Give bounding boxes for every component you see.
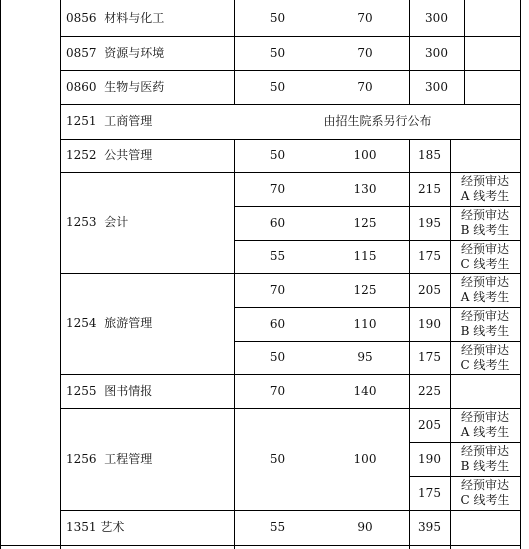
note-line: A 线考生 (460, 189, 510, 203)
note-line: C 线考生 (460, 493, 510, 507)
program-code: 1251 (66, 114, 97, 128)
column-divider (464, 0, 465, 104)
score-single-subject-2: 110 (353, 316, 377, 331)
note-line: A 线考生 (460, 425, 510, 439)
score-total: 205 (418, 282, 441, 297)
score-single-subject-1: 70 (269, 181, 286, 196)
score-single-subject-2: 70 (357, 45, 373, 60)
note-line: 经预审达 (460, 309, 509, 323)
program-name: 生物与医药 (104, 79, 165, 94)
program-name: 材料与化工 (104, 10, 165, 25)
table-left-border (0, 0, 1, 549)
score-single-subject-1: 55 (269, 520, 286, 534)
score-single-subject-1: 70 (269, 383, 286, 398)
note-line: A 线考生 (460, 290, 510, 304)
program-name: 旅游管理 (104, 316, 153, 330)
score-total: 175 (418, 350, 441, 364)
note-line: 经预审达 (460, 275, 509, 289)
score-single-subject-1: 50 (269, 451, 286, 466)
table-row (66, 104, 234, 139)
note-cell (450, 408, 520, 442)
note-line: C 线考生 (460, 256, 510, 271)
score-total: 300 (425, 10, 448, 25)
score-total: 205 (418, 417, 441, 432)
note-line: 经预审达 (460, 174, 509, 188)
score-single-subject-2: 125 (353, 215, 377, 230)
program-code: 1255 (66, 383, 97, 398)
program-name: 艺术 (100, 520, 125, 534)
score-total: 190 (418, 316, 441, 331)
note-line: 经预审达 (460, 444, 509, 458)
program-name: 图书情报 (104, 383, 153, 398)
program-name: 公共管理 (104, 148, 153, 162)
score-total: 215 (418, 181, 441, 196)
merged-note: 由招生院系另行公布 (323, 114, 432, 128)
table-bottom-border (0, 545, 521, 546)
note-line: B 线考生 (460, 223, 510, 237)
note-line: B 线考生 (460, 459, 510, 473)
score-single-subject-1: 50 (269, 79, 286, 94)
table-row (66, 273, 234, 374)
note-line: 经预审达 (460, 241, 509, 256)
score-single-subject-2: 115 (353, 249, 377, 263)
column-divider (60, 0, 61, 549)
table-row (66, 139, 234, 172)
note-line: 经预审达 (460, 342, 509, 357)
score-single-subject-1: 60 (269, 215, 286, 230)
program-code: 1252 (66, 148, 97, 162)
table-right-border (520, 0, 521, 549)
program-name: 会计 (104, 215, 129, 229)
note-cell (450, 240, 520, 273)
score-single-subject-1: 60 (269, 316, 286, 331)
table-row (66, 374, 234, 408)
note-cell (450, 172, 520, 206)
table-row (66, 36, 234, 70)
score-single-subject-2: 125 (353, 282, 377, 297)
score-single-subject-2: 95 (357, 350, 373, 364)
score-total: 190 (418, 451, 441, 466)
score-total: 195 (418, 215, 441, 230)
program-code: 0857 (66, 45, 97, 60)
note-line: 经预审达 (460, 410, 509, 424)
score-single-subject-1: 50 (269, 148, 286, 162)
score-total: 395 (418, 520, 441, 534)
score-total: 300 (425, 45, 448, 60)
score-single-subject-2: 70 (357, 79, 373, 94)
program-name: 资源与环境 (104, 45, 165, 60)
note-line: B 线考生 (460, 324, 510, 338)
table-row (66, 408, 234, 510)
program-code: 0860 (66, 79, 97, 94)
note-cell (450, 341, 520, 374)
score-single-subject-2: 130 (353, 181, 377, 196)
score-single-subject-2: 140 (353, 383, 377, 398)
program-code: 1254 (66, 316, 97, 330)
score-single-subject-1: 50 (269, 10, 286, 25)
score-single-subject-1: 50 (269, 350, 286, 364)
table-row (66, 510, 234, 545)
program-name: 工程管理 (104, 451, 153, 466)
program-name: 工商管理 (104, 114, 153, 128)
table-row (66, 0, 234, 36)
table-row (66, 172, 234, 273)
program-code: 1351 (66, 520, 97, 534)
program-code: 1256 (66, 451, 97, 466)
score-total: 185 (418, 148, 441, 162)
note-line: C 线考生 (460, 357, 510, 372)
note-cell (450, 307, 520, 341)
program-code: 0856 (66, 10, 97, 25)
note-cell (450, 206, 520, 240)
table-row (66, 70, 234, 104)
score-single-subject-1: 55 (269, 249, 286, 263)
score-single-subject-2: 100 (353, 148, 377, 162)
score-total: 225 (418, 383, 441, 398)
score-total: 175 (418, 485, 441, 500)
score-total: 300 (425, 79, 448, 94)
note-line: 经预审达 (460, 208, 509, 222)
score-single-subject-2: 100 (353, 451, 377, 466)
note-cell (450, 442, 520, 476)
note-line: 经预审达 (460, 478, 509, 492)
score-single-subject-1: 70 (269, 282, 286, 297)
score-single-subject-2: 70 (357, 10, 373, 25)
score-single-subject-1: 50 (269, 45, 286, 60)
note-cell (450, 273, 520, 307)
program-code: 1253 (66, 215, 97, 229)
score-total: 175 (418, 249, 441, 263)
score-single-subject-2: 90 (357, 520, 373, 534)
note-cell (450, 476, 520, 510)
